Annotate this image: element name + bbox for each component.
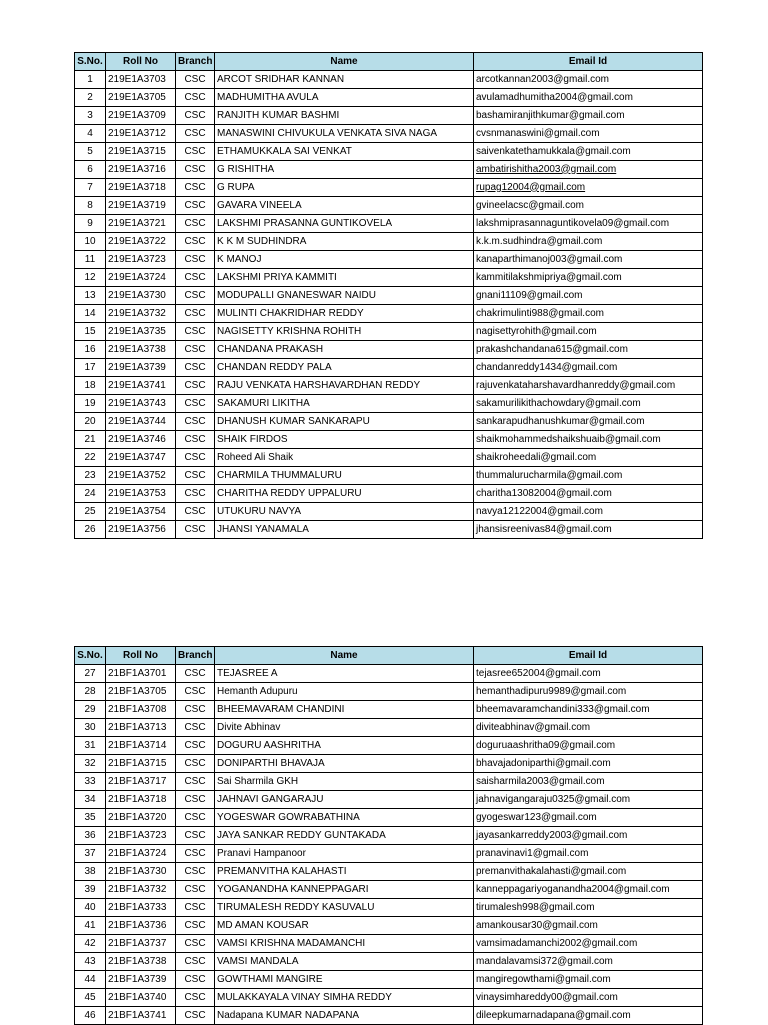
email-cell[interactable]: saisharmila2003@gmail.com: [474, 773, 703, 791]
sno-cell: 5: [75, 143, 106, 161]
branch-cell: CSC: [176, 935, 215, 953]
table-row: [75, 791, 703, 809]
roll-no-cell: 219E1A3732: [106, 305, 176, 323]
email-cell[interactable]: shaikroheedali@gmail.com: [474, 449, 703, 467]
table-row: [75, 485, 703, 503]
roll-no-cell: 219E1A3716: [106, 161, 176, 179]
branch-cell: CSC: [176, 845, 215, 863]
sno-cell: 6: [75, 161, 106, 179]
branch-cell: CSC: [176, 323, 215, 341]
header-roll-no: Roll No: [106, 647, 176, 665]
roll-no-cell: 219E1A3747: [106, 449, 176, 467]
name-cell: Divite Abhinav: [215, 719, 474, 737]
email-cell[interactable]: vinaysimhareddy00@gmail.com: [474, 989, 703, 1007]
header-sno: S.No.: [75, 53, 106, 71]
roll-no-cell: 21BF1A3736: [106, 917, 176, 935]
roll-no-cell: 219E1A3712: [106, 125, 176, 143]
sno-cell: 42: [75, 935, 106, 953]
name-cell: GAVARA VINEELA: [215, 197, 474, 215]
name-cell: MANASWINI CHIVUKULA VENKATA SIVA NAGA: [215, 125, 474, 143]
roll-no-cell: 219E1A3739: [106, 359, 176, 377]
name-cell: Roheed Ali Shaik: [215, 449, 474, 467]
branch-cell: CSC: [176, 341, 215, 359]
email-cell[interactable]: gnani11109@gmail.com: [474, 287, 703, 305]
sno-cell: 22: [75, 449, 106, 467]
roll-no-cell: 219E1A3719: [106, 197, 176, 215]
table-row: [75, 413, 703, 431]
email-cell[interactable]: prakashchandana615@gmail.com: [474, 341, 703, 359]
roll-no-cell: 21BF1A3708: [106, 701, 176, 719]
student-table-1: [74, 52, 703, 539]
roll-no-cell: 219E1A3738: [106, 341, 176, 359]
roll-no-cell: 21BF1A3724: [106, 845, 176, 863]
table-row: [75, 233, 703, 251]
table-row: [75, 161, 703, 179]
sno-cell: 4: [75, 125, 106, 143]
table-row: [75, 665, 703, 683]
branch-cell: CSC: [176, 269, 215, 287]
roll-no-cell: 21BF1A3715: [106, 755, 176, 773]
name-cell: LAKSHMI PRASANNA GUNTIKOVELA: [215, 215, 474, 233]
email-cell[interactable]: jahnavigangaraju0325@gmail.com: [474, 791, 703, 809]
name-cell: CHARMILA THUMMALURU: [215, 467, 474, 485]
roll-no-cell: 219E1A3724: [106, 269, 176, 287]
table-row: [75, 899, 703, 917]
email-cell[interactable]: bashamiranjithkumar@gmail.com: [474, 107, 703, 125]
sno-cell: 29: [75, 701, 106, 719]
table-row: [75, 755, 703, 773]
table-row: [75, 107, 703, 125]
branch-cell: CSC: [176, 791, 215, 809]
name-cell: VAMSI MANDALA: [215, 953, 474, 971]
name-cell: MULINTI CHAKRIDHAR REDDY: [215, 305, 474, 323]
sno-cell: 10: [75, 233, 106, 251]
name-cell: SHAIK FIRDOS: [215, 431, 474, 449]
name-cell: UTUKURU NAVYA: [215, 503, 474, 521]
branch-cell: CSC: [176, 827, 215, 845]
roll-no-cell: 219E1A3722: [106, 233, 176, 251]
table-row: [75, 881, 703, 899]
branch-cell: CSC: [176, 917, 215, 935]
sno-cell: 39: [75, 881, 106, 899]
table-header-row: [75, 647, 703, 665]
table-row: [75, 1007, 703, 1025]
sno-cell: 36: [75, 827, 106, 845]
table-row: [75, 89, 703, 107]
roll-no-cell: 219E1A3746: [106, 431, 176, 449]
table-row: [75, 269, 703, 287]
name-cell: MULAKKAYALA VINAY SIMHA REDDY: [215, 989, 474, 1007]
roll-no-cell: 21BF1A3739: [106, 971, 176, 989]
name-cell: VAMSI KRISHNA MADAMANCHI: [215, 935, 474, 953]
name-cell: MADHUMITHA AVULA: [215, 89, 474, 107]
name-cell: MD AMAN KOUSAR: [215, 917, 474, 935]
roll-no-cell: 21BF1A3732: [106, 881, 176, 899]
roll-no-cell: 21BF1A3738: [106, 953, 176, 971]
branch-cell: CSC: [176, 251, 215, 269]
header-name: Name: [215, 647, 474, 665]
email-cell[interactable]: vamsimadamanchi2002@gmail.com: [474, 935, 703, 953]
sno-cell: 26: [75, 521, 106, 539]
name-cell: ARCOT SRIDHAR KANNAN: [215, 71, 474, 89]
roll-no-cell: 219E1A3735: [106, 323, 176, 341]
sno-cell: 43: [75, 953, 106, 971]
roll-no-cell: 219E1A3754: [106, 503, 176, 521]
roll-no-cell: 21BF1A3723: [106, 827, 176, 845]
sno-cell: 2: [75, 89, 106, 107]
sno-cell: 30: [75, 719, 106, 737]
email-cell[interactable]: chandanreddy1434@gmail.com: [474, 359, 703, 377]
roll-no-cell: 21BF1A3741: [106, 1007, 176, 1025]
email-cell[interactable]: charitha13082004@gmail.com: [474, 485, 703, 503]
email-cell[interactable]: tirumalesh998@gmail.com: [474, 899, 703, 917]
email-cell[interactable]: chakrimulinti988@gmail.com: [474, 305, 703, 323]
sno-cell: 46: [75, 1007, 106, 1025]
sno-cell: 1: [75, 71, 106, 89]
branch-cell: CSC: [176, 395, 215, 413]
branch-cell: CSC: [176, 161, 215, 179]
sno-cell: 44: [75, 971, 106, 989]
name-cell: JAYA SANKAR REDDY GUNTAKADA: [215, 827, 474, 845]
sno-cell: 21: [75, 431, 106, 449]
roll-no-cell: 219E1A3703: [106, 71, 176, 89]
name-cell: G RISHITHA: [215, 161, 474, 179]
table-row: [75, 467, 703, 485]
roll-no-cell: 21BF1A3717: [106, 773, 176, 791]
table-row: [75, 449, 703, 467]
name-cell: Hemanth Adupuru: [215, 683, 474, 701]
branch-cell: CSC: [176, 863, 215, 881]
sno-cell: 11: [75, 251, 106, 269]
table-row: [75, 863, 703, 881]
sno-cell: 8: [75, 197, 106, 215]
roll-no-cell: 21BF1A3718: [106, 791, 176, 809]
email-cell[interactable]: gvineelacsc@gmail.com: [474, 197, 703, 215]
name-cell: Nadapana KUMAR NADAPANA: [215, 1007, 474, 1025]
sno-cell: 37: [75, 845, 106, 863]
name-cell: GOWTHAMI MANGIRE: [215, 971, 474, 989]
sno-cell: 18: [75, 377, 106, 395]
header-branch: Branch: [176, 647, 215, 665]
table-row: [75, 143, 703, 161]
branch-cell: CSC: [176, 215, 215, 233]
name-cell: BHEEMAVARAM CHANDINI: [215, 701, 474, 719]
roll-no-cell: 21BF1A3713: [106, 719, 176, 737]
table-row: [75, 359, 703, 377]
branch-cell: CSC: [176, 413, 215, 431]
name-cell: CHANDANA PRAKASH: [215, 341, 474, 359]
email-cell[interactable]: kammitilakshmipriya@gmail.com: [474, 269, 703, 287]
roll-no-cell: 219E1A3715: [106, 143, 176, 161]
branch-cell: CSC: [176, 773, 215, 791]
table-row: [75, 125, 703, 143]
email-cell[interactable]: shaikmohammedshaikshuaib@gmail.com: [474, 431, 703, 449]
sno-cell: 19: [75, 395, 106, 413]
sno-cell: 9: [75, 215, 106, 233]
roll-no-cell: 219E1A3709: [106, 107, 176, 125]
name-cell: CHARITHA REDDY UPPALURU: [215, 485, 474, 503]
email-cell[interactable]: kanaparthimanoj003@gmail.com: [474, 251, 703, 269]
email-cell[interactable]: lakshmiprasannaguntikovela09@gmail.com: [474, 215, 703, 233]
email-cell[interactable]: mangiregowthami@gmail.com: [474, 971, 703, 989]
sno-cell: 34: [75, 791, 106, 809]
table-row: [75, 971, 703, 989]
roll-no-cell: 21BF1A3720: [106, 809, 176, 827]
roll-no-cell: 21BF1A3733: [106, 899, 176, 917]
name-cell: DONIPARTHI BHAVAJA: [215, 755, 474, 773]
name-cell: K K M SUDHINDRA: [215, 233, 474, 251]
table-row: [75, 953, 703, 971]
branch-cell: CSC: [176, 233, 215, 251]
branch-cell: CSC: [176, 971, 215, 989]
name-cell: PREMANVITHA KALAHASTI: [215, 863, 474, 881]
table-row: [75, 809, 703, 827]
table-row: [75, 719, 703, 737]
roll-no-cell: 21BF1A3740: [106, 989, 176, 1007]
name-cell: YOGESWAR GOWRABATHINA: [215, 809, 474, 827]
header-email: Email Id: [474, 53, 703, 71]
branch-cell: CSC: [176, 485, 215, 503]
table-row: [75, 773, 703, 791]
email-cell[interactable]: rupag12004@gmail.com: [474, 179, 703, 197]
table-row: [75, 197, 703, 215]
email-cell[interactable]: cvsnmanaswini@gmail.com: [474, 125, 703, 143]
name-cell: LAKSHMI PRIYA KAMMITI: [215, 269, 474, 287]
branch-cell: CSC: [176, 755, 215, 773]
table-row: [75, 917, 703, 935]
roll-no-cell: 219E1A3705: [106, 89, 176, 107]
branch-cell: CSC: [176, 503, 215, 521]
roll-no-cell: 21BF1A3701: [106, 665, 176, 683]
email-cell[interactable]: jayasankarreddy2003@gmail.com: [474, 827, 703, 845]
name-cell: NAGISETTY KRISHNA ROHITH: [215, 323, 474, 341]
sno-cell: 17: [75, 359, 106, 377]
table-row: [75, 935, 703, 953]
email-cell[interactable]: tejasree652004@gmail.com: [474, 665, 703, 683]
branch-cell: CSC: [176, 521, 215, 539]
table-row: [75, 287, 703, 305]
name-cell: DHANUSH KUMAR SANKARAPU: [215, 413, 474, 431]
sno-cell: 16: [75, 341, 106, 359]
sno-cell: 31: [75, 737, 106, 755]
header-roll-no: Roll No: [106, 53, 176, 71]
name-cell: YOGANANDHA KANNEPPAGARI: [215, 881, 474, 899]
table-row: [75, 701, 703, 719]
sno-cell: 14: [75, 305, 106, 323]
name-cell: TEJASREE A: [215, 665, 474, 683]
table-row: [75, 215, 703, 233]
table-row: [75, 251, 703, 269]
branch-cell: CSC: [176, 377, 215, 395]
email-cell[interactable]: saivenkatethamukkala@gmail.com: [474, 143, 703, 161]
sno-cell: 24: [75, 485, 106, 503]
email-cell[interactable]: ambatirishitha2003@gmail.com: [474, 161, 703, 179]
name-cell: CHANDAN REDDY PALA: [215, 359, 474, 377]
table-row: [75, 341, 703, 359]
table-row: [75, 683, 703, 701]
roll-no-cell: 219E1A3753: [106, 485, 176, 503]
email-cell[interactable]: bhavajadoniparthi@gmail.com: [474, 755, 703, 773]
roll-no-cell: 219E1A3718: [106, 179, 176, 197]
branch-cell: CSC: [176, 665, 215, 683]
table-row: [75, 827, 703, 845]
sno-cell: 27: [75, 665, 106, 683]
email-cell[interactable]: sankarapudhanushkumar@gmail.com: [474, 413, 703, 431]
header-name: Name: [215, 53, 474, 71]
name-cell: RAJU VENKATA HARSHAVARDHAN REDDY: [215, 377, 474, 395]
name-cell: K MANOJ: [215, 251, 474, 269]
name-cell: RANJITH KUMAR BASHMI: [215, 107, 474, 125]
table-row: [75, 179, 703, 197]
branch-cell: CSC: [176, 467, 215, 485]
table-header-row: [75, 53, 703, 71]
sno-cell: 28: [75, 683, 106, 701]
roll-no-cell: 21BF1A3714: [106, 737, 176, 755]
email-cell[interactable]: mandalavamsi372@gmail.com: [474, 953, 703, 971]
sno-cell: 15: [75, 323, 106, 341]
roll-no-cell: 21BF1A3705: [106, 683, 176, 701]
header-email: Email Id: [474, 647, 703, 665]
branch-cell: CSC: [176, 179, 215, 197]
table-row: [75, 395, 703, 413]
name-cell: SAKAMURI LIKITHA: [215, 395, 474, 413]
email-cell[interactable]: pranavinavi1@gmail.com: [474, 845, 703, 863]
table-row: [75, 521, 703, 539]
roll-no-cell: 219E1A3721: [106, 215, 176, 233]
branch-cell: CSC: [176, 449, 215, 467]
email-cell[interactable]: sakamurilikithachowdary@gmail.com: [474, 395, 703, 413]
email-cell[interactable]: dileepkumarnadapana@gmail.com: [474, 1007, 703, 1025]
branch-cell: CSC: [176, 989, 215, 1007]
email-cell[interactable]: diviteabhinav@gmail.com: [474, 719, 703, 737]
table-row: [75, 431, 703, 449]
name-cell: JAHNAVI GANGARAJU: [215, 791, 474, 809]
sno-cell: 32: [75, 755, 106, 773]
roll-no-cell: 219E1A3730: [106, 287, 176, 305]
email-cell[interactable]: nagisettyrohith@gmail.com: [474, 323, 703, 341]
email-cell[interactable]: doguruaashritha09@gmail.com: [474, 737, 703, 755]
roll-no-cell: 219E1A3723: [106, 251, 176, 269]
branch-cell: CSC: [176, 719, 215, 737]
name-cell: Sai Sharmila GKH: [215, 773, 474, 791]
name-cell: MODUPALLI GNANESWAR NAIDU: [215, 287, 474, 305]
sno-cell: 23: [75, 467, 106, 485]
table-row: [75, 377, 703, 395]
roll-no-cell: 219E1A3743: [106, 395, 176, 413]
name-cell: ETHAMUKKALA SAI VENKAT: [215, 143, 474, 161]
sno-cell: 45: [75, 989, 106, 1007]
email-cell[interactable]: k.k.m.sudhindra@gmail.com: [474, 233, 703, 251]
sno-cell: 40: [75, 899, 106, 917]
branch-cell: CSC: [176, 701, 215, 719]
email-cell[interactable]: premanvithakalahasti@gmail.com: [474, 863, 703, 881]
branch-cell: CSC: [176, 737, 215, 755]
branch-cell: CSC: [176, 197, 215, 215]
sno-cell: 41: [75, 917, 106, 935]
sno-cell: 33: [75, 773, 106, 791]
email-cell[interactable]: thummalurucharmila@gmail.com: [474, 467, 703, 485]
table-row: [75, 305, 703, 323]
email-cell[interactable]: kanneppagariyoganandha2004@gmail.com: [474, 881, 703, 899]
sno-cell: 25: [75, 503, 106, 521]
branch-cell: CSC: [176, 71, 215, 89]
roll-no-cell: 219E1A3756: [106, 521, 176, 539]
header-branch: Branch: [176, 53, 215, 71]
name-cell: Pranavi Hampanoor: [215, 845, 474, 863]
branch-cell: CSC: [176, 143, 215, 161]
branch-cell: CSC: [176, 107, 215, 125]
branch-cell: CSC: [176, 89, 215, 107]
branch-cell: CSC: [176, 125, 215, 143]
sno-cell: 3: [75, 107, 106, 125]
branch-cell: CSC: [176, 1007, 215, 1025]
table-row: [75, 323, 703, 341]
email-cell[interactable]: rajuvenkataharshavardhanreddy@gmail.com: [474, 377, 703, 395]
branch-cell: CSC: [176, 953, 215, 971]
sno-cell: 38: [75, 863, 106, 881]
sno-cell: 35: [75, 809, 106, 827]
sno-cell: 13: [75, 287, 106, 305]
sno-cell: 7: [75, 179, 106, 197]
sno-cell: 12: [75, 269, 106, 287]
branch-cell: CSC: [176, 809, 215, 827]
email-cell[interactable]: arcotkannan2003@gmail.com: [474, 71, 703, 89]
email-cell[interactable]: avulamadhumitha2004@gmail.com: [474, 89, 703, 107]
header-sno: S.No.: [75, 647, 106, 665]
roll-no-cell: 219E1A3744: [106, 413, 176, 431]
roll-no-cell: 219E1A3741: [106, 377, 176, 395]
email-cell[interactable]: hemanthadipuru9989@gmail.com: [474, 683, 703, 701]
name-cell: JHANSI YANAMALA: [215, 521, 474, 539]
email-cell[interactable]: gyogeswar123@gmail.com: [474, 809, 703, 827]
email-cell[interactable]: bheemavaramchandini333@gmail.com: [474, 701, 703, 719]
table-row: [75, 503, 703, 521]
branch-cell: CSC: [176, 359, 215, 377]
name-cell: TIRUMALESH REDDY KASUVALU: [215, 899, 474, 917]
student-table-2: [74, 646, 703, 1025]
name-cell: G RUPA: [215, 179, 474, 197]
email-cell[interactable]: navya12122004@gmail.com: [474, 503, 703, 521]
table-row: [75, 737, 703, 755]
name-cell: DOGURU AASHRITHA: [215, 737, 474, 755]
table-row: [75, 845, 703, 863]
branch-cell: CSC: [176, 305, 215, 323]
branch-cell: CSC: [176, 683, 215, 701]
roll-no-cell: 21BF1A3737: [106, 935, 176, 953]
email-cell[interactable]: amankousar30@gmail.com: [474, 917, 703, 935]
branch-cell: CSC: [176, 431, 215, 449]
sno-cell: 20: [75, 413, 106, 431]
email-cell[interactable]: jhansisreenivas84@gmail.com: [474, 521, 703, 539]
table-row: [75, 989, 703, 1007]
roll-no-cell: 21BF1A3730: [106, 863, 176, 881]
table-row: [75, 71, 703, 89]
roll-no-cell: 219E1A3752: [106, 467, 176, 485]
branch-cell: CSC: [176, 287, 215, 305]
branch-cell: CSC: [176, 881, 215, 899]
branch-cell: CSC: [176, 899, 215, 917]
